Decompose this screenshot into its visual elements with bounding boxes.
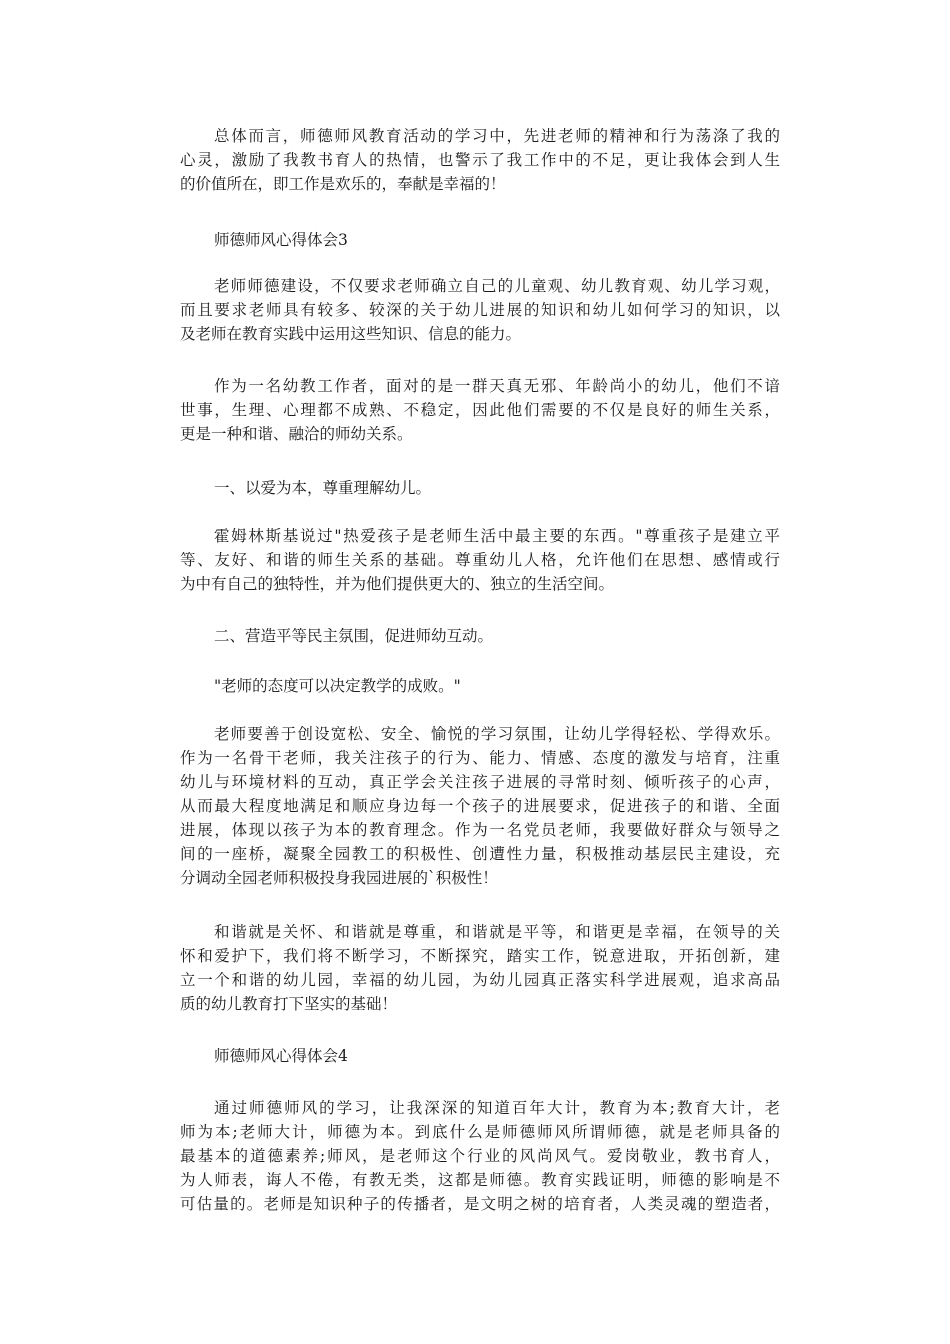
paragraph (180, 524, 780, 596)
paragraph-line: 可估量的。老师是知识种子的传播者，是文明之树的培育者，人类灵魂的塑造者， (180, 1195, 780, 1213)
paragraph-line: 作为一名幼教工作者，面对的是一群天真无邪、年龄尚小的幼儿，他们不谙 (214, 377, 780, 395)
paragraph-line: 质的幼儿教育打下坚实的基础！ (180, 995, 398, 1013)
heading-line: 一、以爱为本，尊重理解幼儿。 (214, 479, 432, 497)
section-heading (180, 228, 780, 252)
paragraph-line: 及老师在教育实践中运用这些知识、信息的能力。 (180, 325, 522, 343)
heading-line: 师德师风心得体会3 (214, 231, 348, 249)
paragraph-line: 通过师德师风的学习，让我深深的知道百年大计，教育为本;教育大计，老 (214, 1099, 780, 1117)
paragraph-line: 幼儿与环境材料的互动，真正学会关注孩子进展的寻常时刻、倾听孩子的心声， (180, 773, 780, 791)
paragraph-line: 等、友好、和谐的师生关系的基础。尊重幼儿人格，允许他们在思想、感情或行 (180, 551, 780, 569)
paragraph-line: 从而最大程度地满足和顺应身边每一个孩子的进展要求，促进孩子的和谐、全面 (180, 797, 780, 815)
paragraph-line: 心灵，激励了我教书育人的热情，也警示了我工作中的不足，更让我体会到人生 (180, 151, 780, 169)
paragraph (180, 1096, 780, 1216)
paragraph-line: 老师要善于创设宽松、安全、愉悦的学习氛围，让幼儿学得轻松、学得欢乐。 (214, 725, 780, 743)
paragraph-line: 而且要求老师具有较多、较深的关于幼儿进展的知识和幼儿如何学习的知识，以 (180, 301, 780, 319)
paragraph-line: 霍姆林斯基说过"热爱孩子是老师生活中最主要的东西。"尊重孩子是建立平 (214, 527, 780, 545)
paragraph-line: 分调动全园老师积极投身我园进展的`积极性！ (180, 869, 498, 887)
paragraph-line: 和谐就是关怀、和谐就是尊重，和谐就是平等，和谐更是幸福，在领导的关 (214, 923, 780, 941)
paragraph-line: 的价值所在，即工作是欢乐的，奉献是幸福的！ (180, 175, 506, 193)
paragraph (180, 722, 780, 890)
heading-line: 师德师风心得体会4 (214, 1047, 348, 1065)
heading-line: "老师的态度可以决定教学的成败。" (214, 677, 461, 695)
paragraph-line: 师为本;老师大计，师德为本。到底什么是师德师风所谓师德，就是老师具备的 (180, 1123, 780, 1141)
paragraph (180, 374, 780, 446)
paragraph (180, 920, 780, 1016)
section-heading (180, 476, 780, 500)
heading-line: 二、营造平等民主氛围，促进师幼互动。 (214, 627, 494, 645)
section-heading (180, 624, 780, 648)
paragraph-line: 怀和爱护下，我们将不断学习，不断探究，踏实工作，锐意进取，开拓创新，建 (180, 947, 780, 965)
paragraph-line: 作为一名骨干老师，我关注孩子的行为、能力、情感、态度的激发与培育，注重 (180, 749, 780, 767)
paragraph (180, 274, 780, 346)
paragraph (180, 124, 780, 196)
paragraph-line: 总体而言，师德师风教育活动的学习中，先进老师的精神和行为荡涤了我的 (214, 127, 780, 145)
paragraph-line: 立一个和谐的幼儿园，幸福的幼儿园，为幼儿园真正落实科学进展观，追求高品 (180, 971, 780, 989)
paragraph-line: 间的一座桥，凝聚全园教工的积极性、创遭性力量，积极推动基层民主建设，充 (180, 845, 780, 863)
quote-line (180, 674, 780, 698)
paragraph-line: 进展，体现以孩子为本的教育理念。作为一名党员老师，我要做好群众与领导之 (180, 821, 780, 839)
paragraph-line: 世事，生理、心理都不成熟、不稳定，因此他们需要的不仅是良好的师生关系， (180, 401, 780, 419)
paragraph-line: 为人师表，诲人不倦，有教无类，这都是师德。教育实践证明，师德的影响是不 (180, 1171, 780, 1189)
paragraph-line: 更是一种和谐、融洽的师幼关系。 (180, 425, 413, 443)
paragraph-line: 最基本的道德素养;师风，是老师这个行业的风尚风气。爱岗敬业，教书育人， (180, 1147, 780, 1165)
paragraph-line: 为中有自己的独特性，并为他们提供更大的、独立的生活空间。 (180, 575, 615, 593)
paragraph-line: 老师师德建设，不仅要求老师确立自己的儿童观、幼儿教育观、幼儿学习观， (214, 277, 780, 295)
section-heading (180, 1044, 780, 1068)
